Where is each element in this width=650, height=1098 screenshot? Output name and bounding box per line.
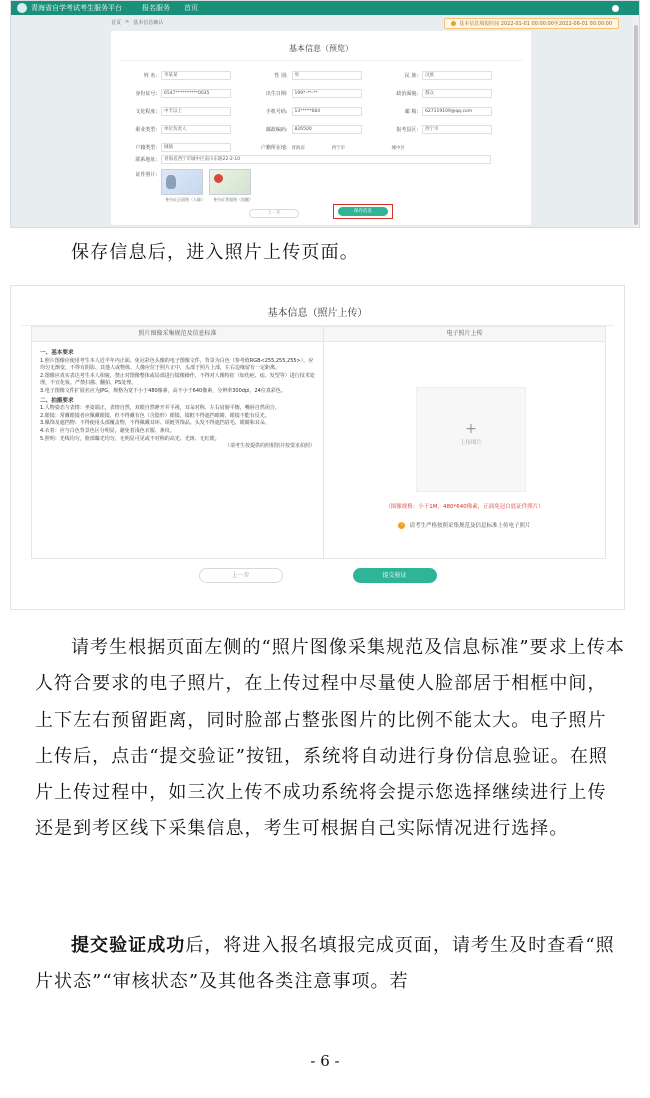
rule-item: 4.衣着：应与白色背景色区分明显，避免着浅色衣服、条纹。 xyxy=(40,427,175,434)
rules-column xyxy=(32,327,324,558)
field-label: 职业类型: xyxy=(135,127,157,133)
upload-page-title: 基本信息（照片上传） xyxy=(267,308,368,319)
field-label: 手机号码: xyxy=(265,109,288,115)
form-row xyxy=(125,125,517,134)
ethnicity-field[interactable]: 汉族 xyxy=(422,71,492,80)
breadcrumb-current: 基本信息确认 xyxy=(133,19,164,26)
gender-field[interactable]: 男 xyxy=(292,71,362,80)
rules-note: （请考生按提供的照相馆并按要求拍照） xyxy=(224,443,315,450)
upload-column xyxy=(324,327,605,558)
rule-item: 5.照明：光线均匀，脸部曝光均匀，无明显可见或不对称的高光、光斑、无红眼。 xyxy=(40,435,220,442)
photo-upload-area[interactable] xyxy=(416,387,526,492)
id-front-block xyxy=(161,169,209,203)
exam-district-field[interactable]: 西宁市 xyxy=(422,125,492,134)
breadcrumb-home[interactable]: 首页 xyxy=(111,19,122,26)
plus-icon: + xyxy=(465,421,477,437)
page-number: - 6 - xyxy=(310,1052,340,1070)
form-row xyxy=(125,143,517,152)
education-field[interactable]: 中专以上 xyxy=(161,107,231,116)
paragraph-1: 保存信息后，进入照片上传页面。 xyxy=(71,242,359,263)
id-back-block xyxy=(209,169,257,203)
card-title: 基本信息（预览） xyxy=(289,44,353,53)
form-row xyxy=(125,71,517,80)
address-field[interactable]: 青海省西宁市城中区南川东路22-2-10 xyxy=(161,155,491,164)
form-row xyxy=(125,89,517,98)
divider xyxy=(119,60,523,61)
household-city[interactable]: 西宁市 xyxy=(331,145,346,151)
basic-info-preview-card xyxy=(111,31,531,225)
rules-list xyxy=(32,342,323,457)
scrollbar-thumb[interactable] xyxy=(634,25,638,225)
id-number-field[interactable]: 6547**********0035 xyxy=(161,89,231,98)
rule-item: 3.电子图像文件扩展名应为JPG，规格为宽不小于480像素，高不小于640像素，分辨率300dpi，24位真彩色。 xyxy=(40,387,286,394)
rule-item: 1.人物姿态与表情：坐姿端正，表情自然，双眼自然睁开并平视，耳朵对称，左右肩膀平衡，嘴唇自然闭合。 xyxy=(40,405,280,412)
save-button-highlight xyxy=(333,204,393,219)
site-logo-icon xyxy=(17,3,27,13)
prev-step-button[interactable]: 上一步 xyxy=(199,568,283,583)
id-photo-row xyxy=(125,169,257,203)
postal-code-field[interactable]: 826500 xyxy=(292,125,362,134)
rules-heading: 二、拍摄要求 xyxy=(40,397,74,404)
field-label: 联系地址: xyxy=(135,157,157,163)
emblem-icon xyxy=(214,174,223,183)
save-info-button[interactable]: 保存信息 xyxy=(338,207,388,216)
form-row xyxy=(125,107,517,116)
paragraph-2: 请考生根据页面左侧的“照片图像采集规范及信息标准”要求上传本人符合要求的电子照片，在上传过程中尽量使人脸部居于相框中间，上下左右预留距离，同时脸部占整张图片的比例不能太大。电子照片上传后，点击“提交验证”按钮，系统将自动进行身份信息验证。在照片上传过程中，如三次上传不成功系统将会提示您选择继续进行上传还是到考区线下采集信息，考生可根据自己实际情况进行选择。 xyxy=(35,637,625,840)
birth-date-field[interactable]: 199*-**-** xyxy=(292,89,362,98)
political-status-field[interactable]: 群众 xyxy=(422,89,492,98)
bold-phrase: 提交验证成功 xyxy=(71,935,186,956)
paragraph-3-text: 后，将进入报名填报完成页面，请考生及时查看“照片状态”“审核状态”及其他各类注意事项。若 xyxy=(35,935,615,993)
field-label: 文化程度: xyxy=(135,109,157,115)
name-field[interactable]: 李某某 xyxy=(161,71,231,80)
email-field[interactable]: 627119109@qq.com xyxy=(422,107,492,116)
id-card-front-image[interactable] xyxy=(161,169,203,195)
upload-tip-text: 请考生严格按照采集规范及信息标准上传电子照片 xyxy=(409,523,531,529)
field-label: 邮政编码: xyxy=(265,127,288,133)
field-label: 身份证号: xyxy=(135,91,157,97)
rules-heading: 一、基本要求 xyxy=(40,350,74,356)
submit-verify-button[interactable]: 提交验证 xyxy=(353,568,437,583)
field-label: 姓 名: xyxy=(143,73,157,79)
field-label: 性 别: xyxy=(274,73,288,79)
field-label: 户籍类型: xyxy=(135,145,157,151)
prev-step-button[interactable]: 上一步 xyxy=(249,209,299,218)
breadcrumb-separator: > xyxy=(125,19,130,25)
id-front-caption: 身份证正面照（人像） xyxy=(165,197,205,202)
portrait-icon xyxy=(166,175,176,189)
id-back-caption: 身份证背面照（国徽） xyxy=(213,197,253,202)
upload-table xyxy=(31,326,606,559)
field-label: 政治面貌: xyxy=(396,91,419,97)
nav-signup-service[interactable]: 报名服务 xyxy=(142,4,170,12)
household-province[interactable]: 青海省 xyxy=(291,145,306,151)
field-label: 民 族: xyxy=(404,73,419,79)
time-notice xyxy=(444,18,619,29)
rule-item: 3.佩饰及遮挡物：不得使用头部覆盖物，不得佩戴耳环、项链等饰品。头发不得遮挡眉毛、眼睛和耳朵。 xyxy=(40,420,270,427)
field-label: 报考县区: xyxy=(396,127,419,133)
screenshot-preview-page xyxy=(10,0,640,228)
user-icon[interactable] xyxy=(612,5,619,12)
image-spec-text: （图像规格：小于1M，480*640像素，正面免冠白底证件照片） xyxy=(385,504,544,510)
top-nav xyxy=(142,3,198,13)
household-district[interactable]: 城中区 xyxy=(391,145,406,151)
paragraph-3 xyxy=(35,928,625,1001)
field-label: 邮 箱: xyxy=(404,109,419,115)
nav-home[interactable]: 首页 xyxy=(184,4,198,12)
warning-icon: ! xyxy=(398,522,405,529)
site-title: 青海省自学考试考生服务平台 xyxy=(31,4,122,12)
field-label: 户籍所在地: xyxy=(260,145,288,151)
rule-item: 1.照片图像应使用考生本人近半年内正面、免冠彩色头像的电子图像文件，背景为白色（参考值RGB<255,255,255>），应均匀无渐变，不得有阴影、其他人或物体。人像应位于照片正中，头部于照片上部，左右边缘留有一定距离。 xyxy=(40,357,314,372)
top-nav-bar xyxy=(11,1,639,15)
rule-item: 2.图像应真实表达考生本人相貌，禁止对图像整体或局部进行镜像操作，不得对人像特征（如伤疤、痣、发型等）进行技术处理，不宜化妆。严禁扫描、翻拍、PS处理。 xyxy=(40,372,315,387)
upload-header: 电子照片上传 xyxy=(324,327,605,342)
id-card-back-image[interactable] xyxy=(209,169,251,195)
button-row xyxy=(111,209,531,219)
form-row xyxy=(125,155,517,164)
time-notice-text: 基本信息填报时间 2022-01-01 00:00:00至2022-06-01 00:00:00 xyxy=(459,21,612,27)
button-row xyxy=(11,568,624,583)
info-icon xyxy=(451,21,456,26)
phone-field[interactable]: 13*****684 xyxy=(292,107,362,116)
rules-header: 照片图像采集规范及信息标准 xyxy=(32,327,323,342)
upload-tip xyxy=(324,521,605,529)
upload-label: 上传图片 xyxy=(459,440,482,446)
rule-item: 2.眼镜：常戴眼镜者应佩戴眼镜，但不得戴有色（含隐形）眼镜，镜框不得遮挡眼睛，眼镜不能有反光。 xyxy=(40,412,270,419)
scrollbar[interactable] xyxy=(633,15,639,227)
occupation-field[interactable]: 单位负责人 xyxy=(161,125,231,134)
field-label: 出生日期: xyxy=(265,91,288,97)
screenshot-photo-upload-page xyxy=(10,285,625,610)
household-type-field[interactable]: 城镇 xyxy=(161,143,231,152)
field-label: 证件照片: xyxy=(135,172,157,178)
